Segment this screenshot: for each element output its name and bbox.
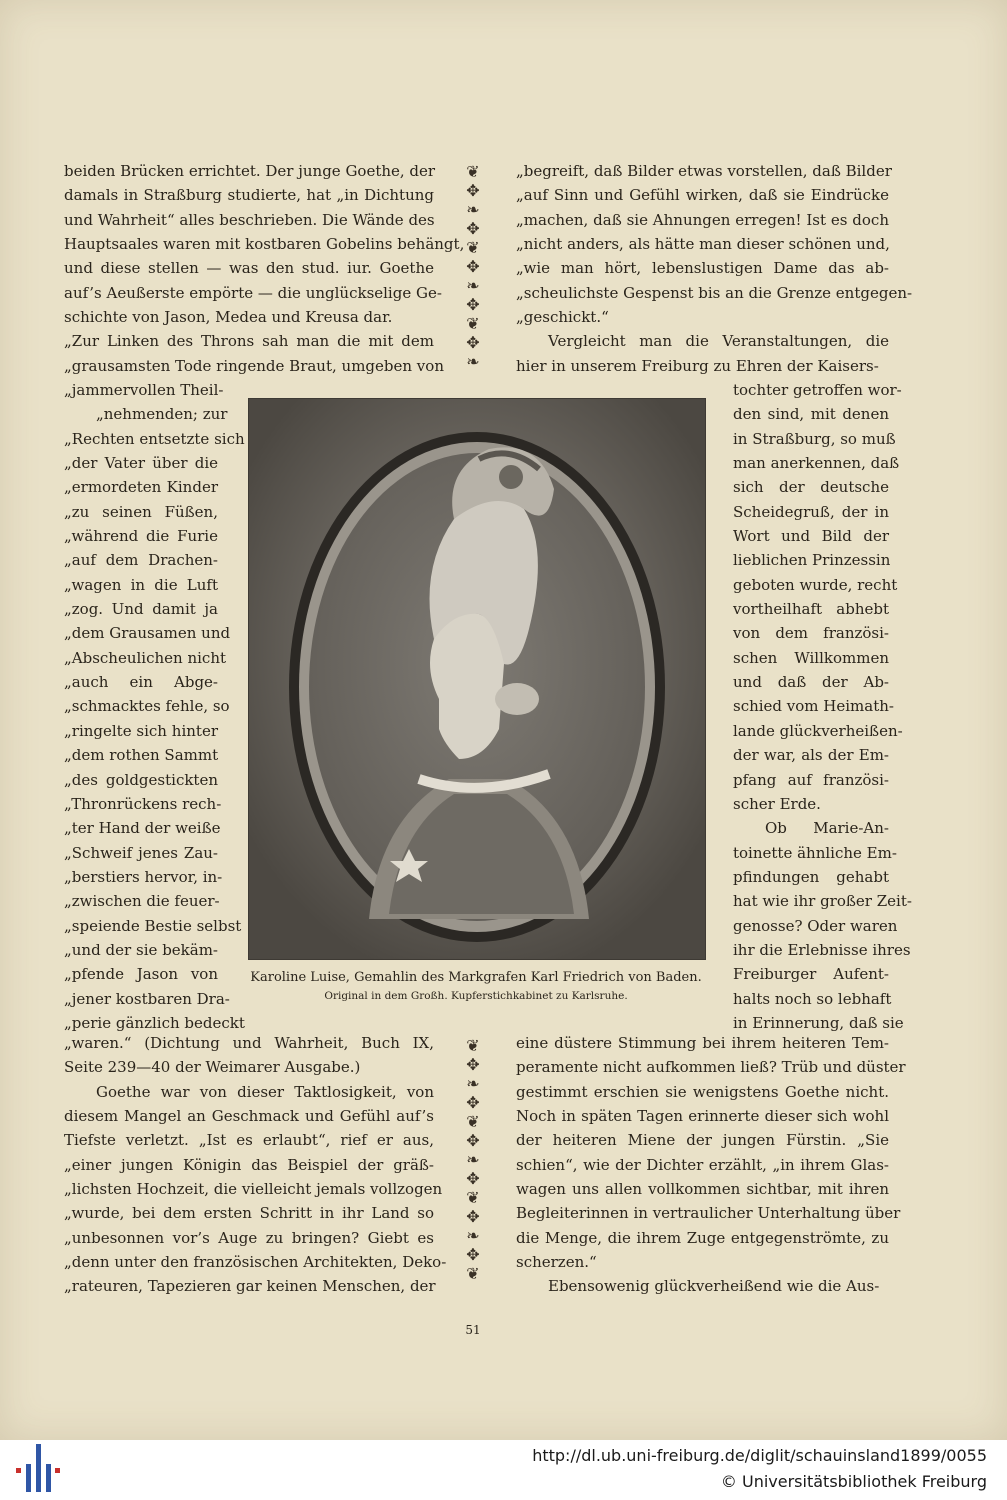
text-line: „schmacktes fehle, so xyxy=(64,697,230,716)
text-line: „auf Sinn und Gefühl wirken, daß sie Eindrücke xyxy=(516,186,889,205)
text-line: „Zur Linken des Throns sah man die mit dem xyxy=(64,332,434,351)
text-line: „pfende Jason von xyxy=(64,965,218,984)
figure-caption: Karoline Luise, Gemahlin des Markgrafen Karl Friedrich von Baden. xyxy=(250,970,702,985)
text-line: „Rechten entsetzte sich xyxy=(64,429,245,448)
source-url[interactable]: http://dl.ub.uni-freiburg.de/diglit/schauinsland1899/0055 xyxy=(532,1446,987,1465)
text-line: „scheulichste Gespenst bis an die Grenze entgegen- xyxy=(516,283,913,302)
text-line: Goethe war von dieser Taktlosigkeit, von xyxy=(96,1082,434,1101)
text-line: und diese stellen — was den stud. iur. Goethe xyxy=(64,259,434,278)
ub-freiburg-logo-icon xyxy=(10,1440,66,1496)
text-line: „ter Hand der weiße xyxy=(64,819,221,838)
text-line: tochter getroffen wor- xyxy=(733,381,902,399)
text-line: „Abscheulichen nicht xyxy=(64,648,227,667)
text-line: die Menge, die ihrem Zuge entgegenströmte, zu xyxy=(516,1228,889,1247)
text-line: „wagen in die Luft xyxy=(64,575,218,594)
text-line: geboten wurde, recht xyxy=(733,575,898,594)
text-line: Hauptsaales waren mit kostbaren Gobelins behängt, xyxy=(64,235,465,254)
text-line: „ermordeten Kinder xyxy=(64,478,218,497)
text-line: pfindungen gehabt xyxy=(733,867,889,886)
text-line: hat wie ihr großer Zeit- xyxy=(733,892,912,911)
text-line: Freiburger Aufent- xyxy=(733,965,889,984)
text-line: „geschickt.“ xyxy=(516,308,609,327)
text-line: lieblichen Prinzessin xyxy=(733,551,891,570)
text-line: der war, als der Em- xyxy=(733,746,889,765)
text-line: „zu seinen Füßen, xyxy=(64,502,218,521)
text-line: Scheidegruß, der in xyxy=(733,502,889,521)
text-line: „begreift, daß Bilder etwas vorstellen, daß Bilder xyxy=(516,162,892,180)
text-line: Seite 239—40 der Weimarer Ausgabe.) xyxy=(64,1058,361,1077)
text-line: auf’s Aeußerste empörte — die unglückselige Ge- xyxy=(64,283,442,302)
text-line: „dem rothen Sammt xyxy=(64,746,219,765)
text-line: peramente nicht aufkommen ließ? Trüb und düster xyxy=(516,1058,906,1077)
text-line: toinette ähnliche Em- xyxy=(733,843,897,862)
text-line: „auf dem Drachen- xyxy=(64,551,218,570)
text-line: in Erinnerung, daß sie xyxy=(733,1013,904,1032)
text-line: von dem französi- xyxy=(733,624,889,643)
right-column-bottom xyxy=(516,1031,906,1299)
text-line: Vergleicht man die Veranstaltungen, die xyxy=(548,332,889,351)
text-line: „des goldgestickten xyxy=(64,770,218,789)
text-line: gestimmt erschien sie wenigstens Goethe nicht. xyxy=(516,1082,889,1101)
text-line: „speiende Bestie selbst xyxy=(64,916,242,935)
text-line: Tiefste verletzt. „Ist es erlaubt“, rief er aus, xyxy=(64,1131,434,1150)
text-line: diesem Mangel an Geschmack und Gefühl auf’s xyxy=(64,1107,434,1126)
text-line: Wort und Bild der xyxy=(733,527,889,546)
text-line: „jener kostbaren Dra- xyxy=(64,989,230,1008)
text-line: vortheilhaft abhebt xyxy=(733,600,889,619)
text-line: „einer jungen Königin das Beispiel der gräß- xyxy=(64,1155,434,1174)
text-line: hier in unserem Freiburg zu Ehren der Kaisers- xyxy=(516,356,879,375)
text-line: Ob Marie-An- xyxy=(765,819,889,838)
text-line: Begleiterinnen in vertraulicher Unterhaltung über xyxy=(516,1204,901,1223)
text-line: lande glückverheißen- xyxy=(733,721,903,740)
text-line: man anerkennen, daß xyxy=(733,454,900,473)
right-column-narrow xyxy=(733,378,912,1035)
copyright-notice: © Universitätsbibliothek Freiburg xyxy=(720,1472,987,1491)
text-line: „dem Grausamen und xyxy=(64,624,231,643)
left-column-top xyxy=(64,159,465,378)
text-line: scher Erde. xyxy=(733,794,821,813)
text-line: der heiteren Miene der jungen Fürstin. „Sie xyxy=(516,1131,889,1150)
text-line: eine düstere Stimmung bei ihrem heiteren Tem- xyxy=(516,1034,889,1052)
text-line: „Thronrückens rech- xyxy=(64,794,222,813)
text-line: schien“, wie der Dichter erzählt, „in ihrem Glas- xyxy=(516,1155,889,1174)
text-line: genosse? Oder waren xyxy=(733,916,898,935)
text-line: „denn unter den französischen Architekten, Deko- xyxy=(64,1253,447,1272)
text-line: in Straßburg, so muß xyxy=(733,429,896,448)
text-line: schen Willkommen xyxy=(733,648,889,667)
text-line: pfang auf französi- xyxy=(733,770,889,789)
page-number: 51 xyxy=(465,1323,481,1337)
text-line: und daß der Ab- xyxy=(733,673,889,692)
text-line: „machen, daß sie Ahnungen erregen! Ist es doch xyxy=(516,210,889,229)
text-line: „Schweif jenes Zau- xyxy=(64,843,218,862)
text-line: „jammervollen Theil- xyxy=(64,381,224,399)
text-line: „auch ein Abge- xyxy=(64,673,218,692)
text-line: „wie man hört, lebenslustigen Dame das ab- xyxy=(516,259,889,278)
text-line: beiden Brücken errichtet. Der junge Goethe, der xyxy=(64,162,436,180)
text-line: „lichsten Hochzeit, die vielleicht jemals vollzogen xyxy=(64,1180,443,1199)
text-line: „der Vater über die xyxy=(64,454,218,473)
text-line: Noch in späten Tagen erinnerte dieser sich wohl xyxy=(516,1107,889,1126)
text-line: „während die Furie xyxy=(64,527,218,546)
left-column-narrow xyxy=(64,378,245,1035)
left-column-bottom xyxy=(64,1031,447,1299)
text-line: „ringelte sich hinter xyxy=(64,721,218,740)
text-line: Ebensowenig glückverheißend wie die Aus- xyxy=(548,1277,880,1296)
text-line: den sind, mit denen xyxy=(733,405,889,424)
ornamental-divider-bottom: ❦ ✥ ❧ ✥ ❦ ✥ ❧ ✥ ❦ ✥ ❧ ✥ ❦ xyxy=(466,1036,480,1283)
text-line: „wurde, bei dem ersten Schritt in ihr Land so xyxy=(64,1204,434,1223)
text-line: „grausamsten Tode ringende Braut, umgeben von xyxy=(64,356,444,375)
text-line: scherzen.“ xyxy=(516,1253,597,1272)
text-line: „berstiers hervor, in- xyxy=(64,867,223,886)
text-line: „waren.“ (Dichtung und Wahrheit, Buch IX, xyxy=(64,1034,434,1052)
text-line: „unbesonnen vor’s Auge zu bringen? Giebt es xyxy=(64,1228,434,1247)
text-line: „zwischen die feuer- xyxy=(64,892,220,911)
text-line: schied vom Heimath- xyxy=(733,697,894,716)
figure-source-note: Original in dem Großh. Kupferstichkabinet zu Karlsruhe. xyxy=(324,990,628,1002)
oval-portrait-icon xyxy=(249,399,705,959)
text-line: „perie gänzlich bedeckt xyxy=(64,1013,245,1032)
text-line: „und der sie bekäm- xyxy=(64,940,218,959)
text-line: „nehmenden; zur xyxy=(96,405,228,424)
text-line: „nicht anders, als hätte man dieser schönen und, xyxy=(516,235,890,254)
text-line: ihr die Erlebnisse ihres xyxy=(733,940,911,959)
text-line: schichte von Jason, Medea und Kreusa dar. xyxy=(64,308,393,327)
portrait-figure xyxy=(248,398,706,960)
text-line: und Wahrheit“ alles beschrieben. Die Wände des xyxy=(64,210,435,229)
text-line: wagen uns allen vollkommen sichtbar, mit ihren xyxy=(516,1180,889,1199)
ornamental-divider-top: ❦ ✥ ❧ ✥ ❦ ✥ ❧ ✥ ❦ ✥ ❧ xyxy=(466,162,480,371)
text-line: „zog. Und damit ja xyxy=(64,600,218,619)
right-column-top xyxy=(516,159,913,378)
text-line: sich der deutsche xyxy=(733,478,889,497)
text-line: damals in Straßburg studierte, hat „in Dichtung xyxy=(64,186,434,205)
text-line: halts noch so lebhaft xyxy=(733,989,892,1008)
text-line: „rateuren, Tapezieren gar keinen Menschen, der xyxy=(64,1277,436,1296)
